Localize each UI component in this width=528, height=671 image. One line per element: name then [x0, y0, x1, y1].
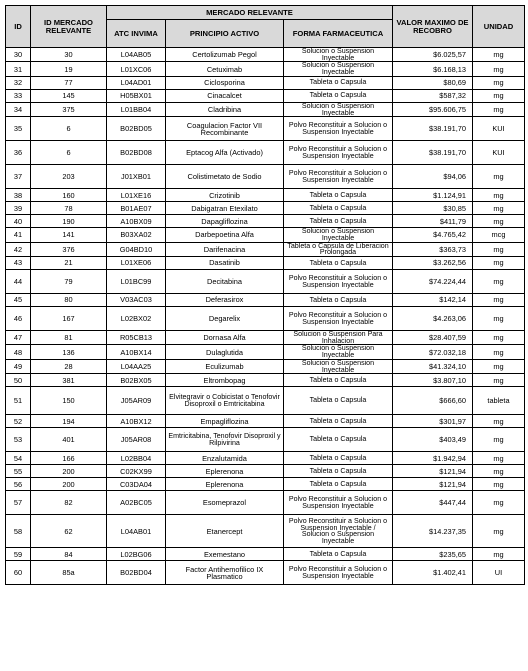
cell-valor: $666,60	[393, 387, 473, 415]
cell-forma: Tableta o Capsula	[284, 478, 393, 491]
cell-unidad: mg	[473, 165, 525, 189]
cell-id: 59	[6, 548, 31, 561]
cell-forma: Tableta o Capsula	[284, 257, 393, 270]
cell-atc: R05CB13	[107, 331, 166, 345]
cell-principio: Crizotinib	[166, 189, 284, 202]
cell-id-mercado: 78	[31, 202, 107, 215]
cell-forma: Solucion o Suspension Inyectable	[284, 359, 393, 373]
cell-forma: Tableta o Capsula	[284, 76, 393, 89]
cell-unidad: mg	[473, 428, 525, 452]
table-row	[6, 102, 525, 116]
cell-atc: B01AE07	[107, 202, 166, 215]
cell-forma: Tableta o Capsula	[284, 202, 393, 215]
cell-unidad: mg	[473, 478, 525, 491]
cell-valor: $72.032,18	[393, 345, 473, 359]
table-row	[6, 294, 525, 307]
cell-unidad: mg	[473, 465, 525, 478]
cell-principio: Dapagliflozina	[166, 215, 284, 228]
cell-id-mercado: 401	[31, 428, 107, 452]
cell-atc: L01XE06	[107, 257, 166, 270]
table-row	[6, 415, 525, 428]
cell-forma: Polvo Reconstituir a Solucion o Suspension Inyectable	[284, 165, 393, 189]
cell-valor: $121,94	[393, 478, 473, 491]
cell-forma: Tableta o Capsula de Liberacion Prolongada	[284, 242, 393, 256]
cell-id: 49	[6, 359, 31, 373]
cell-forma: Tableta o Capsula	[284, 465, 393, 478]
cell-atc: L04AB05	[107, 48, 166, 62]
table-row	[6, 387, 525, 415]
header-atc: ATC INVIMA	[107, 20, 166, 48]
cell-valor: $6.168,13	[393, 62, 473, 76]
cell-principio: Empagliflozina	[166, 415, 284, 428]
cell-id-mercado: 81	[31, 331, 107, 345]
cell-valor: $1.402,41	[393, 561, 473, 585]
cell-atc: B02BD05	[107, 117, 166, 141]
cell-principio: Etanercept	[166, 515, 284, 548]
cell-id: 48	[6, 345, 31, 359]
cell-id-mercado: 200	[31, 478, 107, 491]
cell-forma: Tableta o Capsula	[284, 294, 393, 307]
cell-id-mercado: 80	[31, 294, 107, 307]
table-row	[6, 141, 525, 165]
cell-valor: $4.765,42	[393, 228, 473, 242]
cell-unidad: mg	[473, 257, 525, 270]
cell-atc: J05AR09	[107, 387, 166, 415]
table-row	[6, 76, 525, 89]
cell-principio: Darifenacina	[166, 242, 284, 256]
cell-id-mercado: 141	[31, 228, 107, 242]
cell-atc: B02BD08	[107, 141, 166, 165]
table-row	[6, 189, 525, 202]
cell-atc: C03DA04	[107, 478, 166, 491]
header-id-mercado: ID MERCADO RELEVANTE	[31, 6, 107, 48]
cell-id-mercado: 6	[31, 117, 107, 141]
cell-atc: B03XA02	[107, 228, 166, 242]
cell-id: 33	[6, 89, 31, 102]
cell-id-mercado: 77	[31, 76, 107, 89]
cell-id: 58	[6, 515, 31, 548]
header-id: ID	[6, 6, 31, 48]
cell-valor: $301,97	[393, 415, 473, 428]
cell-valor: $74.224,44	[393, 270, 473, 294]
cell-valor: $80,69	[393, 76, 473, 89]
cell-forma: Polvo Reconstituir a Solucion o Suspension Inyectable	[284, 270, 393, 294]
cell-id: 30	[6, 48, 31, 62]
table-header	[6, 6, 525, 48]
cell-atc: A10BX14	[107, 345, 166, 359]
cell-forma: Tableta o Capsula	[284, 548, 393, 561]
table-row	[6, 242, 525, 256]
cell-id-mercado: 6	[31, 141, 107, 165]
cell-unidad: mg	[473, 242, 525, 256]
cell-principio: Cetuximab	[166, 62, 284, 76]
table-row	[6, 359, 525, 373]
cell-id: 60	[6, 561, 31, 585]
cell-id: 32	[6, 76, 31, 89]
cell-atc: L02BX02	[107, 307, 166, 331]
cell-forma: Polvo Reconstituir a Solucion o Suspension Inyectable	[284, 307, 393, 331]
cell-principio: Darbepoetina Alfa	[166, 228, 284, 242]
cell-id-mercado: 160	[31, 189, 107, 202]
cell-id-mercado: 200	[31, 465, 107, 478]
cell-principio: Cladribina	[166, 102, 284, 116]
cell-atc: L04AB01	[107, 515, 166, 548]
cell-atc: J05AR08	[107, 428, 166, 452]
cell-id: 41	[6, 228, 31, 242]
cell-forma: Tableta o Capsula	[284, 415, 393, 428]
cell-unidad: mg	[473, 48, 525, 62]
cell-unidad: mg	[473, 491, 525, 515]
cell-id-mercado: 21	[31, 257, 107, 270]
cell-atc: L01BC99	[107, 270, 166, 294]
cell-principio: Eltrombopag	[166, 374, 284, 387]
cell-valor: $30,85	[393, 202, 473, 215]
cell-valor: $1.124,91	[393, 189, 473, 202]
cell-id: 56	[6, 478, 31, 491]
cell-valor: $142,14	[393, 294, 473, 307]
cell-valor: $94,06	[393, 165, 473, 189]
cell-principio: Eplerenona	[166, 478, 284, 491]
table-row	[6, 428, 525, 452]
cell-principio: Decitabina	[166, 270, 284, 294]
cell-id: 46	[6, 307, 31, 331]
cell-valor: $403,49	[393, 428, 473, 452]
header-valor: VALOR MAXIMO DE RECOBRO	[393, 6, 473, 48]
cell-id: 45	[6, 294, 31, 307]
cell-forma: Solucion o Suspension Inyectable	[284, 228, 393, 242]
cell-principio: Cinacalcet	[166, 89, 284, 102]
cell-id-mercado: 376	[31, 242, 107, 256]
header-principio: PRINCIPIO ACTIVO	[166, 20, 284, 48]
cell-valor: $6.025,57	[393, 48, 473, 62]
cell-principio: Coagulacion Factor VII Recombinante	[166, 117, 284, 141]
cell-valor: $587,32	[393, 89, 473, 102]
cell-id: 52	[6, 415, 31, 428]
cell-id-mercado: 28	[31, 359, 107, 373]
cell-forma: Tableta o Capsula	[284, 215, 393, 228]
cell-atc: L01XE16	[107, 189, 166, 202]
cell-unidad: mg	[473, 307, 525, 331]
cell-unidad: KUI	[473, 117, 525, 141]
cell-forma: Tableta o Capsula	[284, 374, 393, 387]
cell-forma: Solucion o Suspension Inyectable	[284, 102, 393, 116]
cell-unidad: mg	[473, 359, 525, 373]
cell-id: 47	[6, 331, 31, 345]
cell-principio: Enzalutamida	[166, 452, 284, 465]
cell-unidad: mg	[473, 452, 525, 465]
cell-id: 42	[6, 242, 31, 256]
table-row	[6, 548, 525, 561]
cell-valor: $363,73	[393, 242, 473, 256]
cell-forma: Tableta o Capsula	[284, 428, 393, 452]
cell-valor: $3.807,10	[393, 374, 473, 387]
cell-id-mercado: 85a	[31, 561, 107, 585]
cell-principio: Colistimetato de Sodio	[166, 165, 284, 189]
table-row	[6, 452, 525, 465]
cell-atc: C02KX99	[107, 465, 166, 478]
cell-valor: $41.324,10	[393, 359, 473, 373]
cell-id: 39	[6, 202, 31, 215]
cell-id: 44	[6, 270, 31, 294]
cell-id: 34	[6, 102, 31, 116]
cell-valor: $38.191,70	[393, 117, 473, 141]
cell-atc: L02BB04	[107, 452, 166, 465]
cell-unidad: mg	[473, 374, 525, 387]
table-row	[6, 89, 525, 102]
cell-valor: $3.262,56	[393, 257, 473, 270]
cell-id-mercado: 194	[31, 415, 107, 428]
cell-forma: Tableta o Capsula	[284, 387, 393, 415]
cell-id-mercado: 82	[31, 491, 107, 515]
cell-unidad: mg	[473, 515, 525, 548]
cell-id-mercado: 145	[31, 89, 107, 102]
cell-id-mercado: 84	[31, 548, 107, 561]
cell-id-mercado: 30	[31, 48, 107, 62]
cell-forma: Tableta o Capsula	[284, 189, 393, 202]
cell-atc: A10BX12	[107, 415, 166, 428]
cell-id-mercado: 136	[31, 345, 107, 359]
cell-atc: H05BX01	[107, 89, 166, 102]
cell-forma: Solucion o Suspension Inyectable	[284, 345, 393, 359]
drug-price-table	[5, 5, 525, 585]
cell-id: 38	[6, 189, 31, 202]
cell-id-mercado: 62	[31, 515, 107, 548]
cell-valor: $411,79	[393, 215, 473, 228]
cell-id-mercado: 166	[31, 452, 107, 465]
cell-principio: Eplerenona	[166, 465, 284, 478]
table-row	[6, 478, 525, 491]
cell-atc: V03AC03	[107, 294, 166, 307]
cell-forma: Solucion o Suspension Para Inhalacion	[284, 331, 393, 345]
cell-id: 50	[6, 374, 31, 387]
cell-forma: Polvo Reconstituir a Solucion o Suspension Inyectable	[284, 141, 393, 165]
cell-valor: $95.606,75	[393, 102, 473, 116]
cell-principio: Exemestano	[166, 548, 284, 561]
cell-principio: Esomeprazol	[166, 491, 284, 515]
cell-atc: B02BX05	[107, 374, 166, 387]
table-row	[6, 48, 525, 62]
cell-forma: Solucion o Suspension Inyectable	[284, 62, 393, 76]
cell-atc: B02BD04	[107, 561, 166, 585]
cell-atc: L01XC06	[107, 62, 166, 76]
table-row	[6, 374, 525, 387]
cell-forma: Polvo Reconstituir a Solucion o Suspension Inyectable	[284, 491, 393, 515]
cell-atc: J01XB01	[107, 165, 166, 189]
cell-id: 31	[6, 62, 31, 76]
table-row	[6, 561, 525, 585]
cell-unidad: mg	[473, 548, 525, 561]
cell-unidad: mg	[473, 270, 525, 294]
cell-principio: Dasatinib	[166, 257, 284, 270]
cell-id-mercado: 381	[31, 374, 107, 387]
cell-atc: A10BX09	[107, 215, 166, 228]
cell-id: 36	[6, 141, 31, 165]
cell-id-mercado: 167	[31, 307, 107, 331]
cell-unidad: mg	[473, 102, 525, 116]
header-unidad: UNIDAD	[473, 6, 525, 48]
cell-unidad: mcg	[473, 228, 525, 242]
cell-id: 54	[6, 452, 31, 465]
cell-id: 55	[6, 465, 31, 478]
cell-unidad: mg	[473, 415, 525, 428]
cell-forma: Polvo Reconstituir a Solucion o Suspension Inyectable / Solucion o Suspension Inyectable	[284, 515, 393, 548]
cell-atc: A02BC05	[107, 491, 166, 515]
cell-principio: Dulaglutida	[166, 345, 284, 359]
cell-atc: L01BB04	[107, 102, 166, 116]
cell-valor: $1.942,94	[393, 452, 473, 465]
cell-id: 35	[6, 117, 31, 141]
table-row	[6, 202, 525, 215]
cell-atc: L02BG06	[107, 548, 166, 561]
table-row	[6, 228, 525, 242]
cell-forma: Solucion o Suspension Inyectable	[284, 48, 393, 62]
cell-unidad: mg	[473, 89, 525, 102]
cell-id: 57	[6, 491, 31, 515]
table-row	[6, 307, 525, 331]
cell-id: 51	[6, 387, 31, 415]
cell-principio: Deferasirox	[166, 294, 284, 307]
cell-forma: Tableta o Capsula	[284, 89, 393, 102]
cell-unidad: mg	[473, 76, 525, 89]
table-row	[6, 345, 525, 359]
cell-unidad: KUI	[473, 141, 525, 165]
table-body	[6, 48, 525, 585]
cell-valor: $121,94	[393, 465, 473, 478]
cell-valor: $28.407,59	[393, 331, 473, 345]
cell-forma: Tableta o Capsula	[284, 452, 393, 465]
cell-principio: Elvitegravir o Cobicistat o Tenofovir Disoproxil o Emtricitabina	[166, 387, 284, 415]
table-row	[6, 515, 525, 548]
cell-principio: Factor Antihemofilico IX Plasmatico	[166, 561, 284, 585]
cell-id: 37	[6, 165, 31, 189]
cell-unidad: mg	[473, 215, 525, 228]
cell-valor: $447,44	[393, 491, 473, 515]
cell-id: 40	[6, 215, 31, 228]
table-row	[6, 62, 525, 76]
cell-atc: L04AA25	[107, 359, 166, 373]
cell-unidad: UI	[473, 561, 525, 585]
cell-principio: Degarelix	[166, 307, 284, 331]
cell-id-mercado: 19	[31, 62, 107, 76]
cell-id-mercado: 79	[31, 270, 107, 294]
cell-id: 53	[6, 428, 31, 452]
cell-id-mercado: 375	[31, 102, 107, 116]
cell-id-mercado: 203	[31, 165, 107, 189]
cell-unidad: mg	[473, 202, 525, 215]
cell-principio: Emtricitabina, Tenofovir Disoproxil y Rilpivirina	[166, 428, 284, 452]
cell-principio: Eculizumab	[166, 359, 284, 373]
table-row	[6, 331, 525, 345]
cell-principio: Eptacog Alfa (Activado)	[166, 141, 284, 165]
table-row	[6, 165, 525, 189]
cell-valor: $14.237,35	[393, 515, 473, 548]
cell-forma: Polvo Reconstituir a Solucion o Suspension Inyectable	[284, 117, 393, 141]
cell-valor: $4.263,06	[393, 307, 473, 331]
cell-principio: Ciclosporina	[166, 76, 284, 89]
header-mercado-relevante: MERCADO RELEVANTE	[107, 6, 393, 20]
cell-valor: $235,65	[393, 548, 473, 561]
table-row	[6, 215, 525, 228]
cell-forma: Polvo Reconstituir a Solucion o Suspension Inyectable	[284, 561, 393, 585]
cell-principio: Dabigatran Etexilato	[166, 202, 284, 215]
table-row	[6, 465, 525, 478]
cell-unidad: mg	[473, 345, 525, 359]
cell-unidad: mg	[473, 189, 525, 202]
header-forma: FORMA FARMACEUTICA	[284, 20, 393, 48]
cell-unidad: mg	[473, 331, 525, 345]
cell-id-mercado: 150	[31, 387, 107, 415]
table-row	[6, 491, 525, 515]
cell-unidad: mg	[473, 294, 525, 307]
cell-atc: L04AD01	[107, 76, 166, 89]
cell-valor: $38.191,70	[393, 141, 473, 165]
cell-unidad: tableta	[473, 387, 525, 415]
cell-id: 43	[6, 257, 31, 270]
table-row	[6, 270, 525, 294]
table-row	[6, 117, 525, 141]
cell-atc: G04BD10	[107, 242, 166, 256]
cell-principio: Dornasa Alfa	[166, 331, 284, 345]
cell-id-mercado: 190	[31, 215, 107, 228]
table-row	[6, 257, 525, 270]
cell-unidad: mg	[473, 62, 525, 76]
cell-principio: Certolizumab Pegol	[166, 48, 284, 62]
